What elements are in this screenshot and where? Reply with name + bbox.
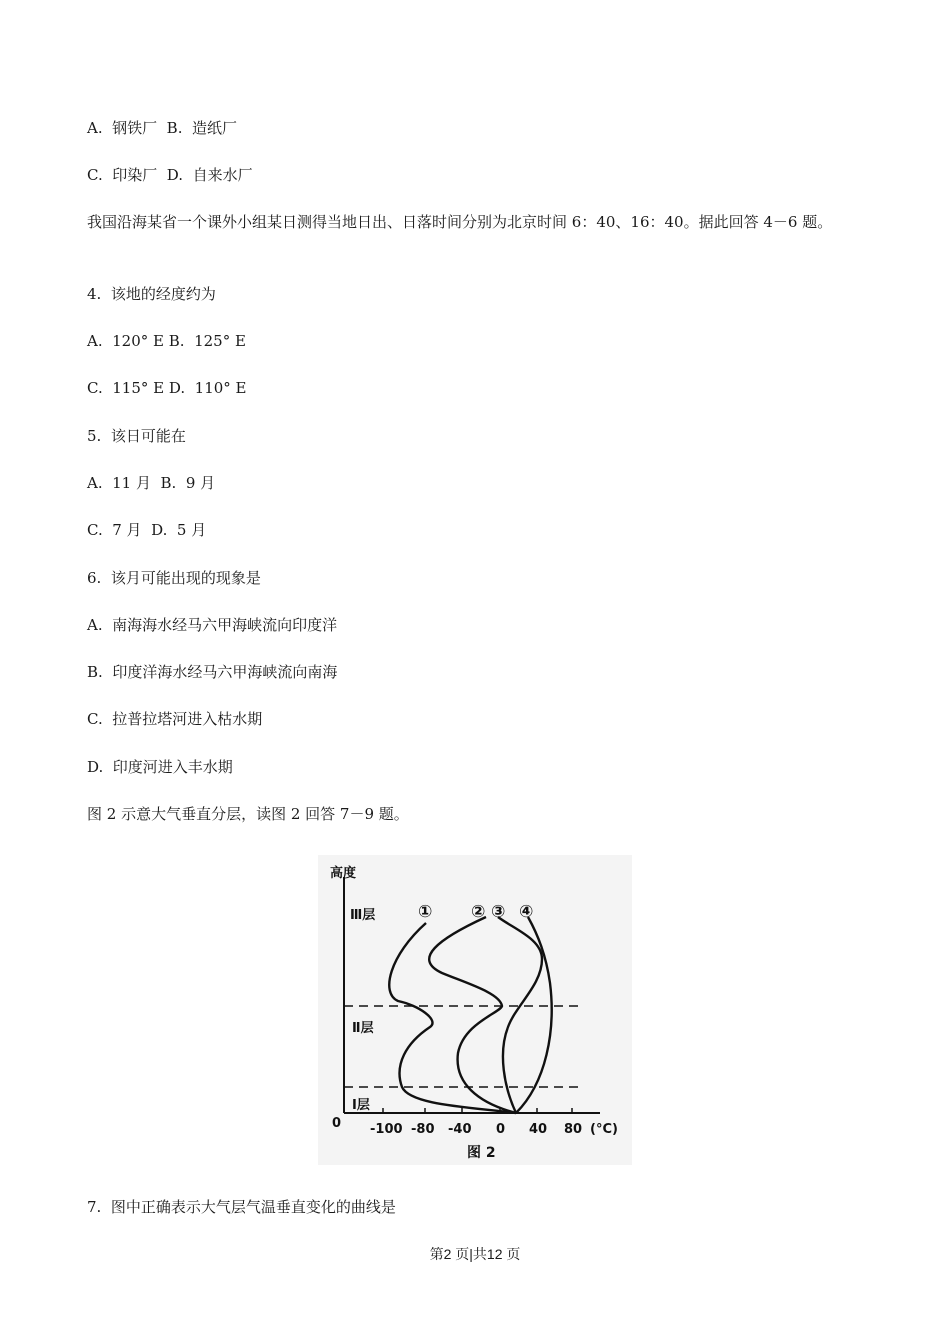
q3-options-ab: A. 钢铁厂 B. 造纸厂 <box>87 119 238 137</box>
curve-1 <box>389 923 516 1113</box>
q4-stem: 4. 该地的经度约为 <box>87 285 216 303</box>
origin-label: 0 <box>332 1116 342 1131</box>
layer-label-3: Ⅲ层 <box>350 908 376 923</box>
curve-label-4: ④ <box>519 902 534 922</box>
q6-option-d: D. 印度河进入丰水期 <box>87 758 233 776</box>
curve-label-3: ③ <box>491 902 506 922</box>
x-tick-label-5: 40 <box>529 1122 548 1137</box>
q6-option-c: C. 拉普拉塔河进入枯水期 <box>87 710 263 728</box>
x-tick-label-4: 0 <box>496 1122 506 1137</box>
x-unit-label: (°C) <box>590 1122 618 1137</box>
atmosphere-layers-figure <box>318 855 632 1165</box>
figure-caption: 图 2 <box>467 1145 496 1161</box>
intro-questions-7-9: 图 2 示意大气垂直分层，读图 2 回答 7－9 题。 <box>87 805 409 823</box>
x-tick-label-3: -40 <box>448 1122 472 1137</box>
q6-option-a: A. 南海海水经马六甲海峡流向印度洋 <box>87 616 338 634</box>
x-tick-label-2: -80 <box>411 1122 435 1137</box>
y-axis-label: 高度 <box>330 866 357 881</box>
q5-stem: 5. 该日可能在 <box>87 427 186 445</box>
intro-questions-4-6: 我国沿海某省一个课外小组某日测得当地日出、日落时间分别为北京时间 6：40、16：40。据此回答 4－6 题。 <box>87 213 833 231</box>
q4-options-cd: C. 115° E D. 110° E <box>87 379 247 397</box>
q4-options-ab: A. 120° E B. 125° E <box>87 332 246 350</box>
x-tick-label-1: -100 <box>370 1122 403 1137</box>
q6-stem: 6. 该月可能出现的现象是 <box>87 569 261 587</box>
x-tick-label-6: 80 <box>564 1122 583 1137</box>
layer-label-1: Ⅰ层 <box>352 1098 370 1113</box>
curve-label-2: ② <box>471 902 486 922</box>
q5-options-ab: A. 11 月 B. 9 月 <box>87 474 216 492</box>
layer-label-2: Ⅱ层 <box>352 1021 374 1036</box>
curve-2 <box>429 917 516 1113</box>
q7-stem: 7. 图中正确表示大气层气温垂直变化的曲线是 <box>87 1198 396 1216</box>
curve-4 <box>516 917 552 1113</box>
page-footer: 第2 页|共12 页 <box>429 1246 521 1262</box>
q6-option-b: B. 印度洋海水经马六甲海峡流向南海 <box>87 663 338 681</box>
curve-label-1: ① <box>418 902 433 922</box>
q3-options-cd: C. 印染厂 D. 自来水厂 <box>87 166 253 184</box>
q5-options-cd: C. 7 月 D. 5 月 <box>87 521 207 539</box>
